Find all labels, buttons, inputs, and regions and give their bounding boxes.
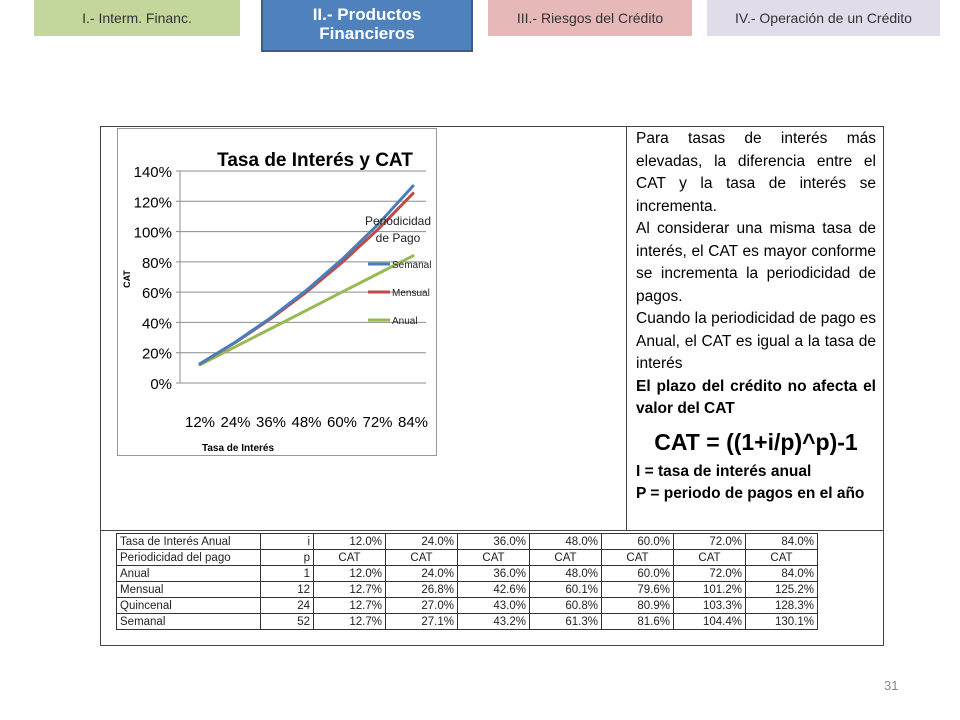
definition-p: P = periodo de pagos en el año — [636, 485, 865, 502]
table-cell: 80.9% — [602, 598, 674, 614]
table-cell: 81.6% — [602, 614, 674, 630]
tab-interm-financ[interactable]: I.- Interm. Financ. — [34, 0, 240, 36]
note-1: Para tasas de interés más elevadas, la diferencia entre el CAT y la tasa de interés se incrementa. — [636, 130, 876, 215]
x-tick-label: 36% — [255, 414, 287, 431]
cat-table — [116, 533, 818, 630]
table-cell: 60.1% — [530, 582, 602, 598]
table-cell: 24.0% — [386, 566, 458, 582]
table-cell: 12.7% — [314, 582, 386, 598]
x-tick-label: 84% — [397, 414, 429, 431]
table-cell: CAT — [458, 550, 530, 566]
table-cell: 26.8% — [386, 582, 458, 598]
table-cell: CAT — [602, 550, 674, 566]
chart-title: Tasa de Interés y CAT — [217, 150, 413, 171]
x-tick-label: 12% — [184, 414, 216, 431]
legend-label-anual: Anual — [392, 316, 418, 327]
y-tick-label: 40% — [141, 315, 172, 333]
chart-svg — [118, 129, 438, 457]
frame-vertical-divider — [626, 126, 627, 531]
legend-title: Periodicidad de Pago — [364, 214, 432, 245]
table-cell: 104.4% — [674, 614, 746, 630]
table-cell: 61.3% — [530, 614, 602, 630]
y-tick-label: 20% — [141, 345, 172, 363]
table-cell: 48.0% — [530, 566, 602, 582]
table-cell: CAT — [530, 550, 602, 566]
cat-formula: CAT = ((1+i/p)^p)-1 — [654, 428, 858, 455]
table-row — [117, 598, 818, 614]
legend-label-semanal: Semanal — [392, 260, 432, 271]
table-row — [117, 614, 818, 630]
table-cell: 24 — [261, 598, 314, 614]
table-cell: 12.7% — [314, 598, 386, 614]
table-cell: 130.1% — [746, 614, 818, 630]
table-cell: i — [261, 534, 314, 550]
table-cell: Semanal — [117, 614, 261, 630]
table-cell: 12.0% — [314, 566, 386, 582]
table-cell: 12 — [261, 582, 314, 598]
table-cell: Periodicidad del pago — [117, 550, 261, 566]
table-row — [117, 550, 818, 566]
table-cell: 72.0% — [674, 534, 746, 550]
notes-panel — [636, 128, 876, 506]
table-cell: 36.0% — [458, 534, 530, 550]
cat-chart — [117, 128, 437, 456]
table-cell: 103.3% — [674, 598, 746, 614]
table-cell: 27.0% — [386, 598, 458, 614]
table-row — [117, 534, 818, 550]
table-cell: 42.6% — [458, 582, 530, 598]
y-tick-label: 100% — [133, 224, 172, 242]
table-cell: 12.7% — [314, 614, 386, 630]
table-cell: 43.2% — [458, 614, 530, 630]
table-cell: CAT — [746, 550, 818, 566]
table-cell: 43.0% — [458, 598, 530, 614]
y-tick-label: 120% — [133, 194, 172, 212]
table-cell: 12.0% — [314, 534, 386, 550]
table-cell: 60.8% — [530, 598, 602, 614]
table-cell: CAT — [386, 550, 458, 566]
tab-riesgos-credito[interactable]: III.- Riesgos del Crédito — [488, 0, 692, 36]
table-cell: 60.0% — [602, 566, 674, 582]
definition-i: I = tasa de interés anual — [636, 462, 812, 480]
x-axis-label: Tasa de Interés — [201, 443, 275, 454]
table-cell: 27.1% — [386, 614, 458, 630]
y-tick-label: 80% — [141, 254, 172, 272]
table-cell: 52 — [261, 614, 314, 630]
table-cell: 84.0% — [746, 534, 818, 550]
table-cell: p — [261, 550, 314, 566]
cat-table-body — [117, 534, 818, 630]
table-cell: 84.0% — [746, 566, 818, 582]
x-tick-label: 72% — [362, 414, 393, 431]
table-cell: 48.0% — [530, 534, 602, 550]
table-cell: 79.6% — [602, 582, 674, 598]
note-2: Al considerar una misma tasa de interés, el CAT es mayor conforme se incrementa la periodicidad de pagos. — [636, 220, 876, 305]
tab-productos-financieros[interactable]: II.- Productos Financieros — [261, 0, 473, 52]
table-cell: Anual — [117, 566, 261, 582]
x-tick-label: 24% — [220, 414, 251, 431]
table-cell: Tasa de Interés Anual — [117, 534, 261, 550]
y-tick-label: 140% — [133, 164, 172, 181]
table-cell: 1 — [261, 566, 314, 582]
table-cell: 36.0% — [458, 566, 530, 582]
tab-operacion-credito[interactable]: IV.- Operación de un Crédito — [707, 0, 940, 36]
table-cell: Mensual — [117, 582, 261, 598]
note-4: El plazo del crédito no afecta el valor del CAT — [636, 377, 876, 417]
page-number: 31 — [884, 678, 899, 693]
legend-label-mensual: Mensual — [392, 288, 430, 299]
series-line-semanal — [200, 186, 413, 364]
table-row — [117, 582, 818, 598]
table-cell: Quincenal — [117, 598, 261, 614]
frame-horizontal-divider — [100, 530, 884, 531]
y-tick-label: 60% — [141, 285, 172, 303]
table-cell: 128.3% — [746, 598, 818, 614]
table-cell: CAT — [314, 550, 386, 566]
table-cell: 24.0% — [386, 534, 458, 550]
x-tick-label: 60% — [326, 414, 358, 431]
table-cell: CAT — [674, 550, 746, 566]
table-cell: 101.2% — [674, 582, 746, 598]
y-axis-label: CAT — [122, 270, 132, 288]
table-cell: 60.0% — [602, 534, 674, 550]
table-cell: 72.0% — [674, 566, 746, 582]
table-row — [117, 566, 818, 582]
series-line-anual — [200, 256, 413, 365]
note-3: Cuando la periodicidad de pago es Anual, el CAT es igual a la tasa de interés — [636, 310, 876, 372]
table-cell: 125.2% — [746, 582, 818, 598]
y-tick-label: 0% — [150, 376, 172, 393]
x-tick-label: 48% — [291, 414, 322, 431]
